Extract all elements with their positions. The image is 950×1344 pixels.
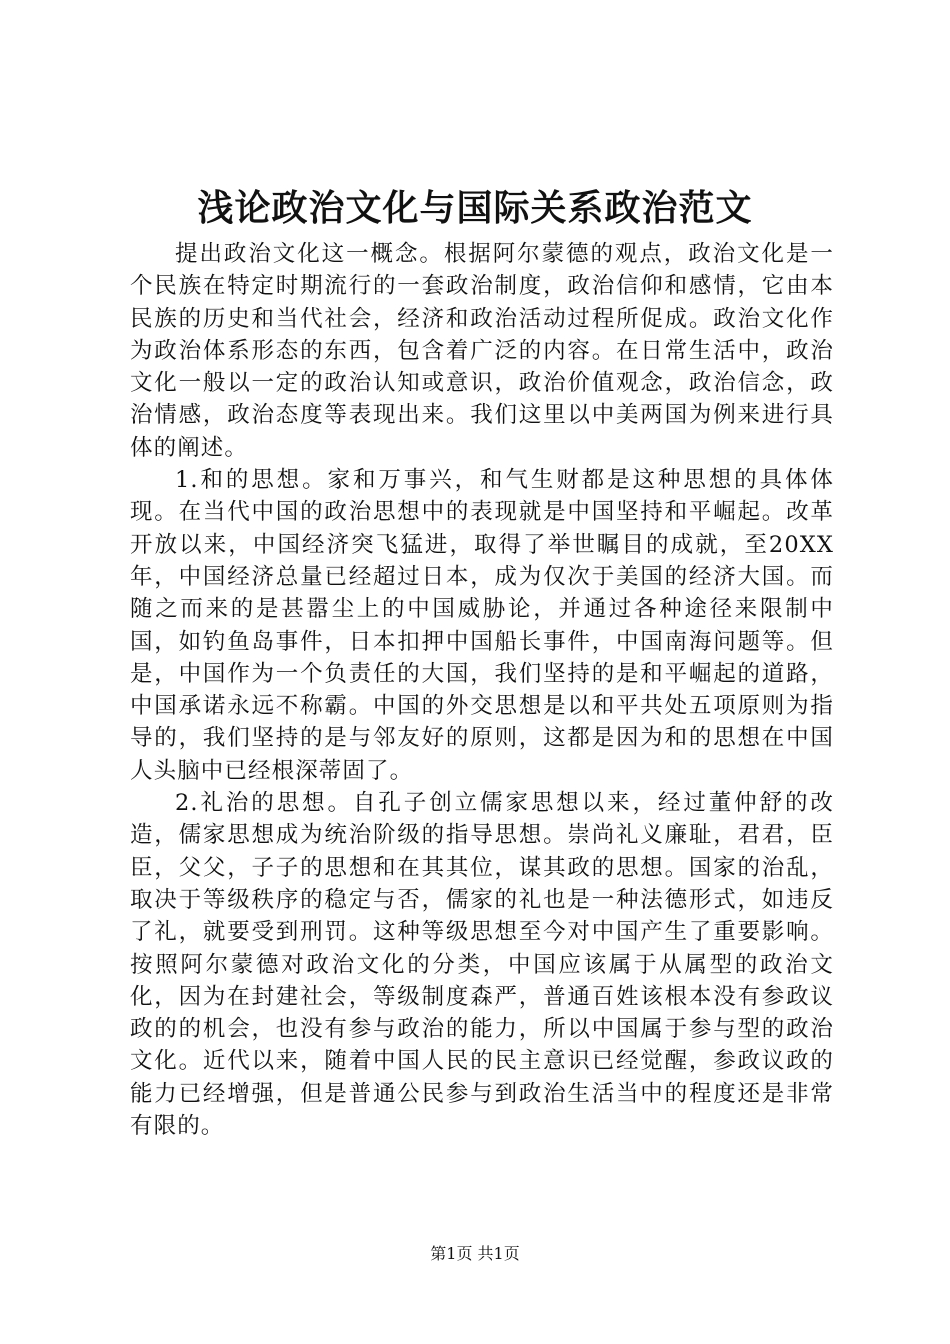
page-footer: 第1页 共1页	[430, 1244, 520, 1263]
document-body	[130, 238, 834, 1142]
page-title: 浅论政治文化与国际关系政治范文	[197, 188, 753, 229]
paragraph-rites: 2.礼治的思想。自孔子创立儒家思想以来，经过董仲舒的改造，儒家思想成为统治阶级的指导思想。崇尚礼义廉耻，君君，臣臣，父父，子子的思想和在其其位，谋其政的思想。国家的治乱，取决于等级秩序的稳定与否，儒家的礼也是一种法德形式，如违反了礼，就要受到刑罚。这种等级思想至今对中国产生了重要影响。按照阿尔蒙德对政治文化的分类，中国应该属于从属型的政治文化，因为在封建社会，等级制度森严，普通百姓该根本没有参政议政的的机会，也没有参与政治的能力，所以中国属于参与型的政治文化。近代以来，随着中国人民的民主意识已经觉醒，参政议政的能力已经增强，但是普通公民参与到政治生活当中的程度还是非常有限的。	[130, 790, 834, 1140]
paragraph-intro: 提出政治文化这一概念。根据阿尔蒙德的观点，政治文化是一个民族在特定时期流行的一套政治制度，政治信仰和感情，它由本民族的历史和当代社会，经济和政治活动过程所促成。政治文化作为政治体系形态的东西，包含着广泛的内容。在日常生活中，政治文化一般以一定的政治认知或意识，政治价值观念，政治信念，政治情感，政治态度等表现出来。我们这里以中美两国为例来进行具体的阐述。	[130, 241, 834, 461]
paragraph-harmony: 1.和的思想。家和万事兴，和气生财都是这种思想的具体体现。在当代中国的政治思想中的表现就是中国坚持和平崛起。改革开放以来，中国经济突飞猛进，取得了举世瞩目的成就，至20XX年，中国经济总量已经超过日本，成为仅次于美国的经济大国。而随之而来的是甚嚣尘上的中国威胁论，并通过各种途径来限制中国，如钓鱼岛事件，日本扣押中国船长事件，中国南海问题等。但是，中国作为一个负责任的大国，我们坚持的是和平崛起的道路，中国承诺永远不称霸。中国的外交思想是以和平共处五项原则为指导的，我们坚持的是与邻友好的原则，这都是因为和的思想在中国人头脑中已经根深蒂固了。	[130, 467, 834, 784]
